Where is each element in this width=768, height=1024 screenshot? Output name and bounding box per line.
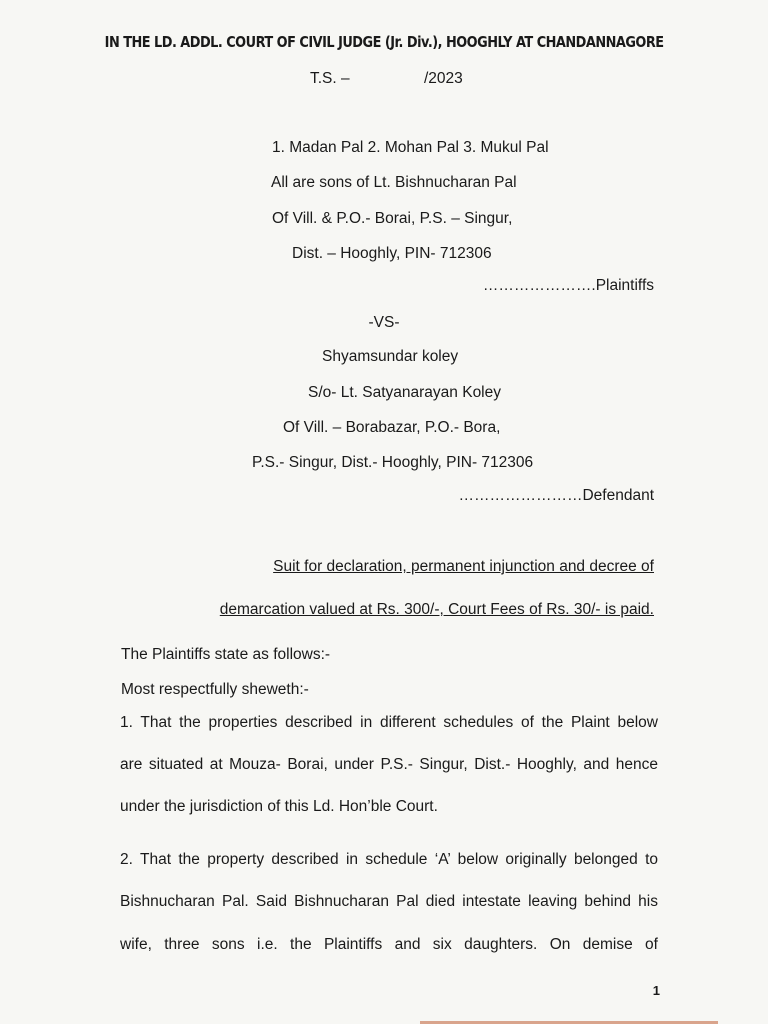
defendant-name: Shyamsundar koley — [322, 348, 459, 365]
suit-number-prefix: T.S. – — [310, 70, 350, 87]
paragraph-2-line-3: wife, three sons i.e. the Plaintiffs and six daughters. On demise of — [120, 936, 658, 953]
salutation: Most respectfully sheweth:- — [121, 681, 309, 698]
plaintiffs-label: ………………….Plaintiffs — [482, 277, 654, 294]
page-number: 1 — [652, 983, 660, 998]
paragraph-1-line-1: 1. That the properties described in different schedules of the Plaint below — [120, 714, 658, 731]
paragraph-2-line-1: 2. That the property described in schedule ‘A’ below originally belonged to — [120, 851, 658, 868]
plaintiff-names: 1. Madan Pal 2. Mohan Pal 3. Mukul Pal — [272, 139, 549, 156]
plaintiff-address-line-2: Dist. – Hooghly, PIN- 712306 — [292, 245, 492, 262]
versus-label: -VS- — [368, 314, 400, 331]
defendant-address-line-1: Of Vill. – Borabazar, P.O.- Bora, — [283, 419, 501, 436]
court-title: IN THE LD. ADDL. COURT OF CIVIL JUDGE (Jr. Div.), HOOGHLY AT CHANDANNAGORE — [104, 33, 664, 51]
defendant-label: ……………………Defendant — [458, 487, 654, 504]
paragraph-2-line-2: Bishnucharan Pal. Said Bishnucharan Pal died intestate leaving behind his — [120, 893, 658, 910]
defendant-address-line-2: P.S.- Singur, Dist.- Hooghly, PIN- 712306 — [252, 454, 534, 471]
defendant-relation: S/o- Lt. Satyanarayan Koley — [308, 384, 502, 401]
suit-description-line-2: demarcation valued at Rs. 300/-, Court Fees of Rs. 30/- is paid. — [219, 601, 654, 618]
suit-number-year: /2023 — [424, 70, 463, 87]
plaintiff-relation: All are sons of Lt. Bishnucharan Pal — [271, 174, 517, 191]
paragraph-1-line-2: are situated at Mouza- Borai, under P.S.- Singur, Dist.- Hooghly, and hence — [120, 756, 658, 773]
suit-description-line-1: Suit for declaration, permanent injunction and decree of — [273, 558, 654, 575]
plaintiff-address-line-1: Of Vill. & P.O.- Borai, P.S. – Singur, — [272, 210, 513, 227]
plaint-intro: The Plaintiffs state as follows:- — [121, 646, 331, 663]
paragraph-1-line-3: under the jurisdiction of this Ld. Hon’ble Court. — [120, 798, 438, 815]
